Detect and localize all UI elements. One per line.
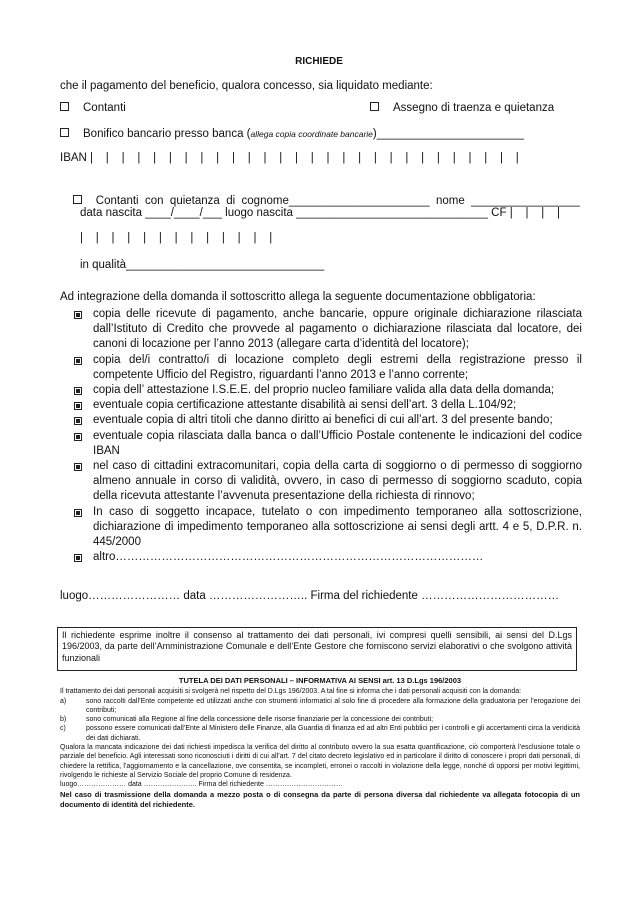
option-assegno-label: Assegno di traenza e quietanza [393, 102, 555, 114]
checkbox-bullet-icon[interactable] [74, 554, 82, 562]
privacy-intro: Il trattamento dei dati personali acquisiti si svolgerà nel rispetto del D.Lgs 196/2003. A tal fine si informa che i dati personali acquisiti con la domanda: [60, 688, 522, 696]
privacy-notice: Nel caso di trasmissione della domanda a mezzo posta o di consegna da parte di persona diversa dal richiedente va allegata fotocopia di un documento di identità del richiedente. [60, 789, 580, 809]
checkbox-quietanza[interactable] [73, 195, 82, 204]
checkbox-bullet-icon[interactable] [74, 311, 82, 319]
option-assegno [370, 101, 590, 115]
option-bonifico-field[interactable]: )_______________________ [372, 128, 524, 140]
checkbox-bullet-icon[interactable] [74, 433, 82, 441]
iban-field[interactable]: IBAN | | | | | | | | | | | | | | | | | | | | | | | | | | | | [60, 152, 519, 164]
option-bonifico [60, 127, 580, 141]
payment-intro: che il pagamento del beneficio, qualora concesso, sia liquidato mediante: [60, 80, 433, 92]
checkbox-bullet-icon[interactable] [74, 463, 82, 471]
checkbox-bullet-icon[interactable] [74, 417, 82, 425]
privacy-item: c) possono essere comunicati dall’Ente al Ministero delle Finanze, alla Guardia di finanza ed ad altri Enti pubblici per i controlli e gli accertamenti circa la veridicità dei dati dichiarati. [60, 725, 580, 742]
privacy-body: Qualora la mancata indicazione dei dati richiesti impedisca la verifica del diritto al contributo ovvero la sua esatta quantificazione, ciò comporterà l’esclusione totale o parziale del beneficio. Agli interessati sono riconosciuti i diritti di cui all’art. 7 del citato decreto legislativo ed in particolare il diritto di conoscere i propri dati personali, di chiedere la rettifica, l’aggiornamento e la cancellazione, ove consentita, se incompleti, erronei o raccolti in violazione della legge, nonché di opporsi per motivi legittimi, rivolgendo le richieste al Servizio Sociale del proprio Comune di residenza. [60, 744, 580, 779]
list-item: copia delle ricevute di pagamento, anche bancarie, oppure originale dichiarazione rilasciata dall’Istituto di Credito che provvede al pagamento o dichiarazione rilasciata dal locatore, dei canoni di locazione per l’anno 2013 (allegare carta d’identità del locatore); [74, 307, 582, 353]
checkbox-assegno[interactable] [370, 102, 379, 111]
cf-continuation[interactable]: | | | | | | | | | | | | | [80, 232, 273, 244]
quietanza-line[interactable]: Contanti con quietanza di cognome______________________ nome _________________ [95, 195, 580, 207]
checkbox-contanti[interactable] [60, 102, 69, 111]
allegati-list [74, 307, 582, 565]
privacy-section [60, 676, 580, 810]
list-item: copia dell’ attestazione I.S.E.E. del proprio nucleo familiare valida alla data della domanda; [74, 383, 582, 398]
privacy-title: TUTELA DEI DATI PERSONALI – INFORMATIVA AI SENSI art. 13 D.Lgs 196/2003 [178, 676, 462, 685]
privacy-item: b) sono comunicati alla Regione al fine della concessione delle risorse finanziarie per la concessione dei contributi; [60, 716, 434, 724]
nascita-line[interactable]: data nascita ____/____/___ luogo nascita ______________________________ CF | | | | [80, 207, 560, 219]
option-bonifico-note: allega copia coordinate bancarie [250, 129, 373, 139]
section-heading: RICHIEDE [295, 56, 343, 67]
option-contanti-label: Contanti [83, 102, 126, 114]
checkbox-bonifico[interactable] [60, 128, 69, 137]
list-item: eventuale copia rilasciata dalla banca o dall’Ufficio Postale contenente le indicazioni del codice IBAN [74, 429, 582, 459]
qualita-line[interactable]: in qualità_______________________________ [80, 259, 325, 271]
option-bonifico-label: Bonifico bancario presso banca ( [83, 128, 251, 140]
checkbox-bullet-icon[interactable] [74, 509, 82, 517]
checkbox-bullet-icon[interactable] [74, 357, 82, 365]
privacy-consent-box: Il richiedente esprime inoltre il consenso al trattamento dei dati personali, ivi compresi quelli sensibili, ai sensi del D.Lgs 196/2003, da parte dell’Amministrazione Comunale e dell’Ente Gestore che forniscono servizi elaborativi o che svolgono attività funzionali [57, 627, 577, 671]
privacy-firma-line[interactable]: luogo………………… data ………………….. Firma del richiedente …………………………… [60, 781, 343, 789]
checkbox-bullet-icon[interactable] [74, 402, 82, 410]
firma-line[interactable]: luogo…………………… data …………………….. Firma del richiedente ……………………………… [60, 590, 560, 602]
list-item: altro…………………………………………………………………………………… [74, 550, 582, 565]
list-item: eventuale copia certificazione attestante disabilità ai sensi dell’art. 3 della L.104/92; [74, 398, 582, 413]
allegati-intro: Ad integrazione della domanda il sottoscritto allega la seguente documentazione obbligatoria: [60, 291, 536, 303]
privacy-item: a) sono raccolti dall’Ente competente ed utilizzati anche con strumenti informatici al solo fine di procedere alla formazione della graduatoria per l’erogazione dei contributi; [60, 697, 580, 714]
list-item: eventuale copia di altri titoli che danno diritto ai benefici di cui all’art. 3 del presente bando; [74, 413, 582, 428]
list-item: nel caso di cittadini extracomunitari, copia della carta di soggiorno o di permesso di soggiorno almeno annuale in corso di validità, ovvero, in caso di permesso di soggiorno scaduto, copia della ricevuta attestante l’avvenuta presentazione della richiesta di rinnovo; [74, 459, 582, 505]
checkbox-bullet-icon[interactable] [74, 387, 82, 395]
list-item: copia del/i contratto/i di locazione completo degli estremi della registrazione presso il competente Ufficio del Registro, riguardanti l’anno 2013 e l’anno corrente; [74, 353, 582, 383]
list-item: In caso di soggetto incapace, tutelato o con impedimento temporaneo alla sottoscrizione, dichiarazione di impedimento temporaneo alla sottoscrizione ai sensi degli artt. 4 e 5, D.P.R. n. 445/2000 [74, 505, 582, 551]
